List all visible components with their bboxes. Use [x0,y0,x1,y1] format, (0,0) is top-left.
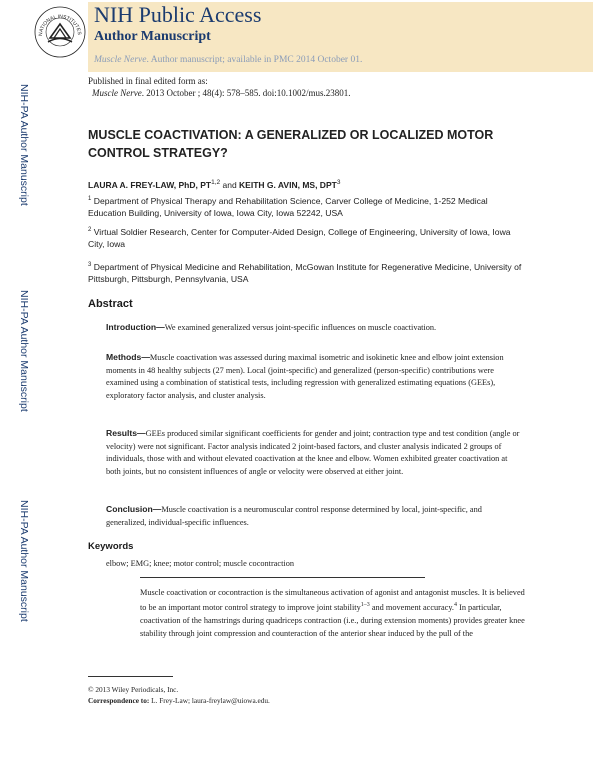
correspondence-text: L. Frey-Law; laura-freylaw@uiowa.edu. [149,696,270,705]
side-label-bottom: NIH-PA Author Manuscript [18,500,30,622]
availability-note [94,55,362,65]
repository-title: NIH Public Access [94,2,262,27]
author-1-sup: 1,2 [211,179,221,186]
affiliation-2-text: Virtual Soldier Research, Center for Computer-Aided Design, College of Engineering, University of Iowa, Iowa City, Iowa [88,226,511,250]
affiliation-1-num: 1 [88,196,92,202]
copyright-footnote: © 2013 Wiley Periodicals, Inc. [88,685,179,694]
body-ref-1: 1–3 [360,602,370,608]
affiliation-1-text: Department of Physical Therapy and Rehabilitation Science, Carver College of Medicine, 1-252 Medical Education Building, University of Iowa, Iowa City, Iowa 52242, USA [88,195,488,219]
introduction-text: We examined generalized versus joint-specific influences on muscle coactivation. [164,323,437,332]
body-separator [140,577,425,578]
author-2: KEITH G. AVIN, MS, DPT [239,179,337,190]
citation-text: . 2013 October ; 48(4): 578–585. doi:10.1002/mus.23801. [141,88,351,98]
manuscript-type: Author Manuscript [94,29,211,44]
side-label-top: NIH-PA Author Manuscript [18,84,30,206]
abstract-methods [106,351,521,402]
methods-text: Muscle coactivation was assessed during maximal isometric and isokinetic knee and elbow joint extension moments in 48 healthy subjects (27 men). Local (joint-specific) and generalized (person-specific) contributions were examined using a combination of statistical tests, including regression with generalized estimating equations (GEEs), exploratory factor analysis, and cluster analysis. [106,353,504,400]
seal-ring-text: NATIONAL INSTITUTES [37,13,83,37]
abstract-heading: Abstract [88,298,133,310]
conclusion-text: Muscle coactivation is a neuromuscular control response determined by local, joint-specific, and generalized, individual-specific influences. [106,505,482,527]
correspondence-label: Correspondence to: [88,696,150,705]
conclusion-label: Conclusion— [106,504,162,514]
abstract-results [106,427,521,478]
body-part-3: In particular, coactivation of the hamstrings during quadriceps contraction (i.e., during extension moments) provides greater knee stability through joint compression and counteraction of the anterior shear induced by the pull of the [140,602,525,638]
footnote-separator [88,676,173,677]
abstract-introduction [106,321,521,335]
affiliation-2-num: 2 [88,227,92,233]
introduction-label: Introduction— [106,322,165,332]
body-part-2: and movement accuracy. [369,602,454,612]
published-line: Published in final edited form as: [88,76,208,86]
author-2-sup: 3 [336,179,341,186]
affiliation-1 [88,193,528,220]
author-line [88,179,340,190]
affiliation-3-text: Department of Physical Medicine and Rehabilitation, McGowan Institute for Regenerative Medicine, University of Pittsburgh, Pittsburgh, Pennsylvania, USA [88,261,522,285]
body-ref-2: 4 [454,602,457,608]
note-text: . Author manuscript; available in PMC 2014 October 01. [146,55,363,65]
publication-info [88,75,350,99]
body-paragraph [140,586,525,640]
abstract-conclusion [106,503,521,529]
author-and: and [220,179,240,190]
note-journal: Muscle Nerve [94,55,147,65]
body-part-1: Muscle coactivation or cocontraction is the simultaneous activation of agonist and antagonist muscles. It is believed to be an important motor control strategy to improve joint stability [140,588,525,612]
side-label-middle: NIH-PA Author Manuscript [18,290,30,412]
citation-line [88,87,350,99]
affiliation-3 [88,259,528,286]
results-label: Results— [106,428,146,438]
affiliation-2 [88,224,528,251]
methods-label: Methods— [106,352,150,362]
citation-journal: Muscle Nerve [92,88,142,98]
author-1: LAURA A. FREY-LAW, PhD, PT [88,179,212,190]
results-text: GEEs produced similar significant coefficients for gender and joint; contraction type and test condition (angle or velocity) were not significant. Factor analysis indicated 2 joint-based factors, and cluster analysis indicated 2 groups of individuals, those with and without elevated coactivation at the knee and elbow. Women exhibited greater coactivation at both joints, but no consistent influences of angle or velocity were observed at either joint. [106,429,520,476]
keywords-list: elbow; EMG; knee; motor control; muscle cocontraction [106,559,295,568]
keywords-heading: Keywords [88,541,134,552]
correspondence-footnote [88,696,270,705]
nih-seal-logo [34,6,86,58]
article-title: MUSCLE COACTIVATION: A GENERALIZED OR LOCALIZED MOTOR CONTROL STRATEGY? [88,128,494,160]
affiliation-3-num: 3 [88,262,92,268]
